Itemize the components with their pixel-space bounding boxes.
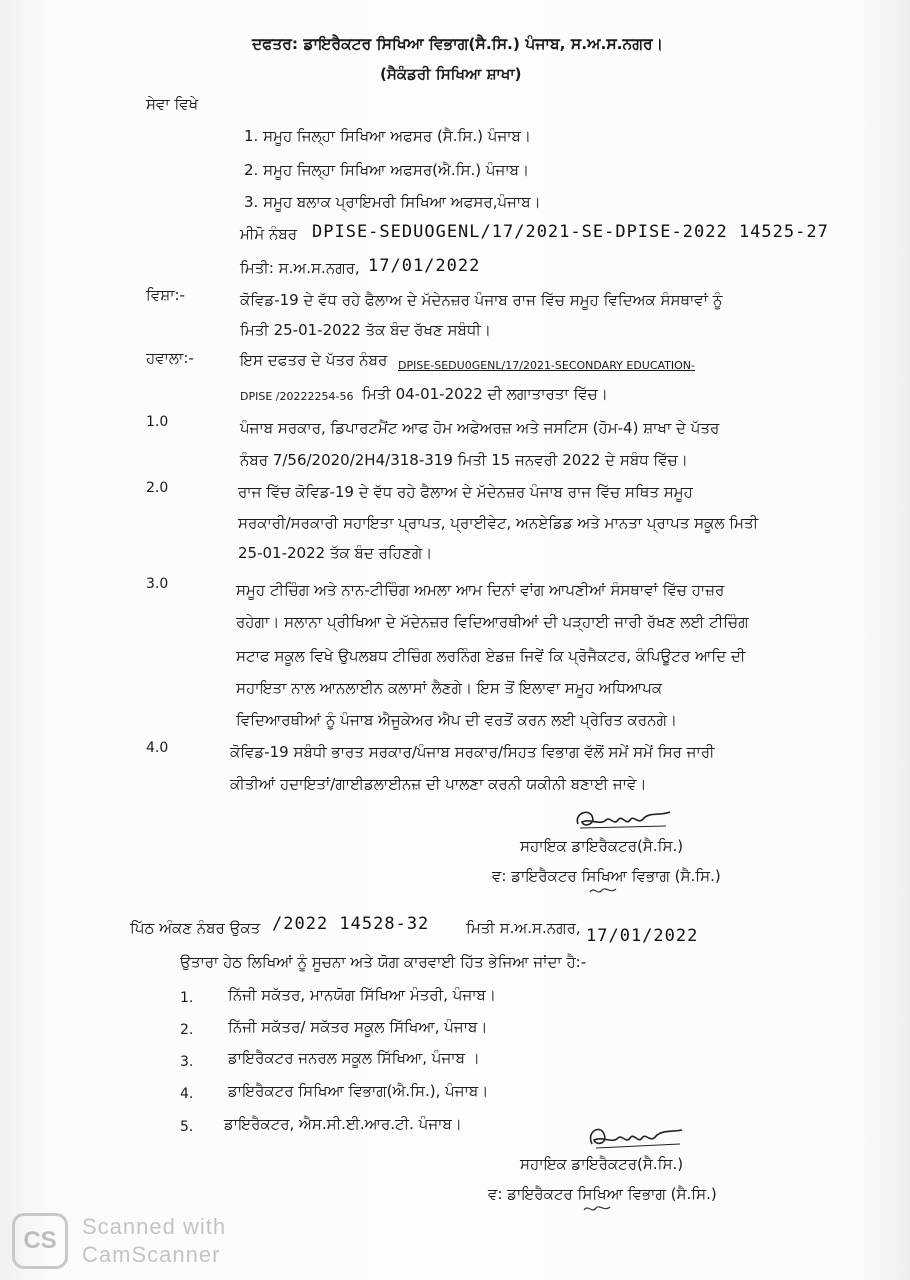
addressee-item: 3. ਸਮੂਹ ਬਲਾਕ ਪ੍ਰਾਇਮਰੀ ਸਿਖਿਆ ਅਫਸਰ,ਪੰਜਾਬ। [244, 193, 541, 211]
signature-2-title: ਸਹਾਇਕ ਡਾਇਰੈਕਟਰ(ਸੈ.ਸਿ.) [520, 1155, 684, 1173]
copy-item: ਡਾਇਰੈਕਟਰ, ਐਸ.ਸੀ.ਈ.ਆਰ.ਟੀ. ਪੰਜਾਬ। [224, 1115, 462, 1133]
memo-label: ਮੀਮੋ ਨੰਬਰ [240, 225, 298, 243]
memo-number: DPISE-SEDUOGENL/17/2021-SE-DPISE-2022 14525-27 [312, 222, 829, 242]
paragraph-number: 1.0 [146, 414, 169, 430]
paragraph-line: 25-01-2022 ਤੱਕ ਬੰਦ ਰਹਿਣਗੇ। [238, 544, 433, 562]
paragraph-line: ਰਹੇਗਾ। ਸਲਾਨਾ ਪ੍ਰੀਖਿਆ ਦੇ ਮੱਦੇਨਜ਼ਰ ਵਿਦਿਆਰਥੀਆਂ ਦੀ ਪੜ੍ਹਾਈ ਜਾਰੀ ਰੱਖਣ ਲਈ ਟੀਚਿੰਗ [236, 613, 749, 631]
memo-date: 17/01/2022 [368, 256, 481, 276]
initials-mark [582, 1202, 612, 1216]
subject-label: ਵਿਸ਼ਾ:- [146, 286, 185, 304]
paragraph-line: ਪੰਜਾਬ ਸਰਕਾਰ, ਡਿਪਾਰਟਮੈਂਟ ਆਫ ਹੋਮ ਅਫੇਅਰਜ਼ ਅਤੇ ਜਸਟਿਸ (ਹੋਮ-4) ਸ਼ਾਖਾ ਦੇ ਪੱਤਰ [240, 419, 720, 437]
office-header: ਦਫਤਰ: ਡਾਇਰੈਕਟਰ ਸਿਖਿਆ ਵਿਭਾਗ(ਸੈ.ਸਿ.) ਪੰਜਾਬ, ਸ.ਅ.ਸ.ਨਗਰ। [252, 35, 664, 53]
copy-item-number: 3. [180, 1054, 194, 1070]
paragraph-line: ਵਿਦਿਆਰਥੀਆਂ ਨੂੰ ਪੰਜਾਬ ਐਜੂਕੇਅਰ ਐਪ ਦੀ ਵਰਤੋਂ ਕਰਨ ਲਈ ਪ੍ਰੇਰਿਤ ਕਰਨਗੇ। [236, 711, 678, 729]
copy-item: ਡਾਇਰੈਕਟਰ ਜਨਰਲ ਸਕੂਲ ਸਿੱਖਿਆ, ਪੰਜਾਬ । [228, 1049, 480, 1067]
paragraph-number: 2.0 [146, 480, 169, 496]
signature-1-for: ਵ: ਡਾਇਰੈਕਟਰ ਸਿਖਿਆ ਵਿਭਾਗ (ਸੈ.ਸਿ.) [492, 867, 721, 885]
signature-2-for: ਵ: ਡਾਇਰੈਕਟਰ ਸਿਖਿਆ ਵਿਭਾਗ (ਸੈ.ਸਿ.) [488, 1185, 717, 1203]
copy-item-number: 4. [180, 1086, 194, 1102]
endorsement-date-label: ਮਿਤੀ ਸ.ਅ.ਸ.ਨਗਰ, [466, 919, 581, 937]
subject-line: ਕੋਵਿਡ-19 ਦੇ ਵੱਧ ਰਹੇ ਫੈਲਾਅ ਦੇ ਮੱਦੇਨਜ਼ਰ ਪੰਜਾਬ ਰਾਜ ਵਿੱਚ ਸਮੂਹ ਵਿਦਿਅਕ ਸੰਸਥਾਵਾਂ ਨੂੰ [240, 291, 723, 309]
copy-item: ਨਿੱਜੀ ਸਕੱਤਰ, ਮਾਨਯੋਗ ਸਿੱਖਿਆ ਮੰਤਰੀ, ਪੰਜਾਬ। [228, 986, 496, 1004]
copy-item: ਡਾਇਰੈਕਟਰ ਸਿਖਿਆ ਵਿਭਾਗ(ਐ.ਸਿ.), ਪੰਜਾਬ। [228, 1082, 489, 1100]
copy-item: ਨਿੱਜੀ ਸਕੱਤਰ/ ਸਕੱਤਰ ਸਕੂਲ ਸਿੱਖਿਆ, ਪੰਜਾਬ। [228, 1018, 488, 1036]
paragraph-number: 3.0 [146, 576, 169, 592]
paragraph-line: ਕੀਤੀਆਂ ਹਦਾਇਤਾਂ/ਗਾਈਡਲਾਈਨਜ਼ ਦੀ ਪਾਲਣਾ ਕਰਨੀ ਯਕੀਨੀ ਬਣਾਈ ਜਾਵੇ। [230, 775, 647, 793]
signature-1-title: ਸਹਾਇਕ ਡਾਇਰੈਕਟਰ(ਸੈ.ਸਿ.) [520, 837, 684, 855]
copy-item-number: 1. [180, 990, 194, 1006]
endorsement-intro: ਉਤਾਰਾ ਹੇਠ ਲਿਖਿਆਂ ਨੂੰ ਸੂਚਨਾ ਅਤੇ ਯੋਗ ਕਾਰਵਾਈ ਹਿੱਤ ਭੇਜਿਆ ਜਾਂਦਾ ਹੈ:- [180, 953, 587, 971]
paragraph-line: ਰਾਜ ਵਿੱਚ ਕੋਵਿਡ-19 ਦੇ ਵੱਧ ਰਹੇ ਫੈਲਾਅ ਦੇ ਮੱਦੇਨਜ਼ਰ ਪੰਜਾਬ ਰਾਜ ਵਿੱਚ ਸਥਿਤ ਸਮੂਹ [238, 483, 693, 501]
reference-code: DPISE /20222254-56 [240, 390, 354, 403]
copy-item-number: 5. [180, 1119, 194, 1135]
addressee-heading: ਸੇਵਾ ਵਿਖੇ [146, 95, 199, 113]
endorsement-label: ਪਿੱਠ ਅੰਕਣ ਨੰਬਰ ਉਕਤ [130, 919, 261, 937]
memo-date-label: ਮਿਤੀ: ਸ.ਅ.ਸ.ਨਗਰ, [240, 259, 360, 277]
signature-2 [582, 1118, 692, 1154]
signature-1 [570, 802, 680, 836]
paragraph-line: ਕੋਵਿਡ-19 ਸਬੰਧੀ ਭਾਰਤ ਸਰਕਾਰ/ਪੰਜਾਬ ਸਰਕਾਰ/ਸਿਹਤ ਵਿਭਾਗ ਵੱਲੋਂ ਸਮੇਂ ਸਮੇਂ ਸਿਰ ਜਾਰੀ [230, 743, 715, 761]
watermark-line-2: CamScanner [82, 1242, 221, 1267]
endorsement-date: 17/01/2022 [586, 926, 699, 946]
reference-code: DPISE-SEDU0GENL/17/2021-SECONDARY EDUCATION- [398, 359, 696, 372]
paragraph-line: ਸਹਾਇਤਾ ਨਾਲ ਆਨਲਾਈਨ ਕਲਾਸਾਂ ਲੈਣਗੇ। ਇਸ ਤੋਂ ਇਲਾਵਾ ਸਮੂਹ ਅਧਿਆਪਕ [236, 679, 663, 697]
addressee-item: 1. ਸਮੂਹ ਜਿਲ੍ਹਾ ਸਿਖਿਆ ਅਫਸਰ (ਸੈ.ਸਿ.) ਪੰਜਾਬ। [244, 127, 532, 145]
initials-mark [588, 884, 618, 898]
paragraph-line: ਨੰਬਰ 7/56/2020/2H4/318-319 ਮਿਤੀ 15 ਜਨਵਰੀ 2022 ਦੇ ਸਬੰਧ ਵਿੱਚ। [240, 451, 688, 469]
paragraph-line: ਸਟਾਫ ਸਕੂਲ ਵਿਖੇ ਉਪਲਬਧ ਟੀਚਿੰਗ ਲਰਨਿੰਗ ਏਡਜ਼ ਜਿਵੇਂ ਕਿ ਪ੍ਰੋਜੈਕਟਰ, ਕੰਪਿਊਟਰ ਆਦਿ ਦੀ [236, 647, 746, 665]
copy-item-number: 2. [180, 1022, 194, 1038]
paragraph-line: ਸਮੂਹ ਟੀਚਿੰਗ ਅਤੇ ਨਾਨ-ਟੀਚਿੰਗ ਅਮਲਾ ਆਮ ਦਿਨਾਂ ਵਾਂਗ ਆਪਣੀਆਂ ਸੰਸਥਾਵਾਂ ਵਿੱਚ ਹਾਜ਼ਰ [236, 581, 725, 599]
reference-label: ਹਵਾਲਾ:- [146, 349, 194, 367]
addressee-item: 2. ਸਮੂਹ ਜਿਲ੍ਹਾ ਸਿਖਿਆ ਅਫਸਰ(ਐ.ਸਿ.) ਪੰਜਾਬ। [244, 161, 530, 179]
reference-text: ਮਿਤੀ 04-01-2022 ਦੀ ਲਗਾਤਾਰਤਾ ਵਿੱਚ। [362, 385, 608, 403]
subject-line: ਮਿਤੀ 25-01-2022 ਤੱਕ ਬੰਦ ਰੱਖਣ ਸਬੰਧੀ। [240, 321, 491, 339]
camscanner-logo-icon: CS [12, 1213, 68, 1269]
watermark-line-1: Scanned with [82, 1214, 227, 1239]
paragraph-number: 4.0 [146, 740, 169, 756]
endorsement-number: /2022 14528-32 [272, 914, 430, 934]
reference-text: ਇਸ ਦਫਤਰ ਦੇ ਪੱਤਰ ਨੰਬਰ [240, 351, 388, 369]
branch-header: (ਸੈਕੰਡਰੀ ਸਿਖਿਆ ਸ਼ਾਖਾ) [380, 65, 522, 83]
paragraph-line: ਸਰਕਾਰੀ/ਸਰਕਾਰੀ ਸਹਾਇਤਾ ਪ੍ਰਾਪਤ, ਪ੍ਰਾਈਵੇਟ, ਅਨਏਡਿਡ ਅਤੇ ਮਾਨਤਾ ਪ੍ਰਾਪਤ ਸਕੂਲ ਮਿਤੀ [238, 514, 759, 532]
